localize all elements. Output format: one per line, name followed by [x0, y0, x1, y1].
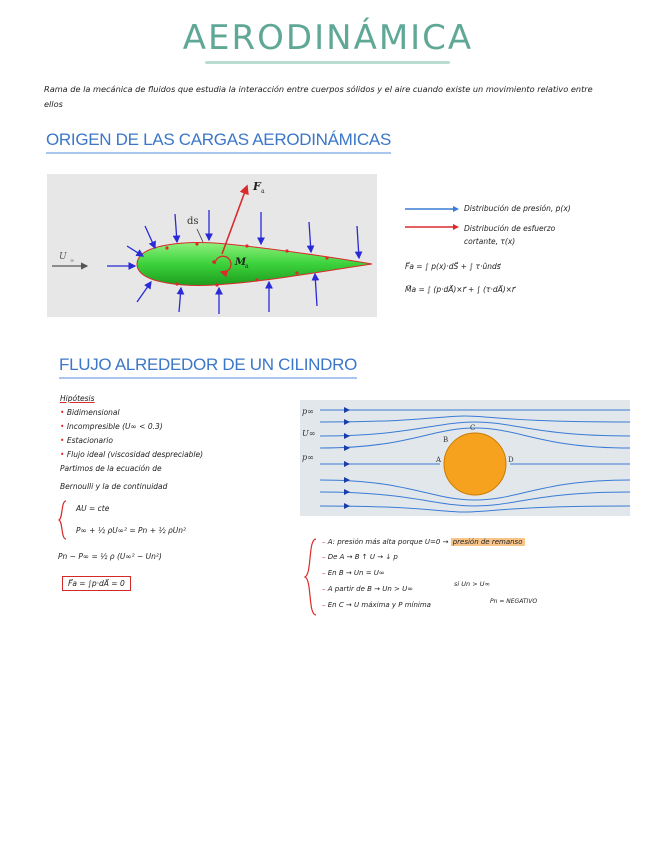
force-sub: a: [261, 188, 265, 195]
conclusion-item: [322, 569, 385, 577]
brace-icon: [58, 500, 68, 540]
dash-icon: –: [322, 569, 326, 577]
label-B: B: [443, 436, 449, 444]
ds-pointer: [197, 229, 203, 242]
highlight-text: presión de remanso: [452, 538, 523, 546]
section-heading-cilindro: [59, 355, 357, 375]
legend-panel: [405, 204, 635, 294]
label-u: U∞: [302, 429, 316, 438]
cylinder-figure: [300, 400, 630, 516]
conclusion-item: [322, 538, 525, 546]
intro-text: Rama de la mecánica de fluidos que estudia la interacción entre cuerpos sólidos y el aire cuando existe un movimiento relativo entre ellos: [44, 84, 593, 109]
conclusion-text: En C → U máxima y P mínima: [327, 601, 431, 609]
hypotheses-title: Hipótesis: [60, 394, 95, 403]
hypothesis-text: Estacionario: [66, 436, 113, 445]
conclusion-item: [322, 553, 398, 561]
conclusion-item: [322, 601, 431, 609]
moment-sub: a: [245, 263, 249, 270]
brace-icon: [304, 538, 318, 616]
dash-icon: –: [322, 538, 326, 546]
bullet-icon: •: [60, 422, 65, 431]
force-label: F: [253, 180, 261, 193]
side-note-2: Pn = NEGATIVO: [490, 598, 538, 605]
heading-underline: [46, 152, 391, 154]
eq-continuity: AU = cte: [76, 504, 110, 513]
label-p-mid: p∞: [302, 453, 314, 462]
conclusion-text: A partir de B → Un > U∞: [327, 585, 414, 593]
hypothesis-text: Flujo ideal (viscosidad despreciable): [66, 450, 204, 459]
title-underline: [205, 61, 450, 64]
side-note: si Un > U∞: [454, 580, 490, 588]
legend-shear: [405, 222, 635, 248]
bullet-icon: •: [60, 436, 65, 445]
airfoil-shape: [137, 243, 372, 286]
eq-boxed-result: F⃗a = ∫p·dA⃗ = 0: [62, 576, 131, 591]
eq-bernoulli: P∞ + ½ ρU∞² = Pn + ½ ρUn²: [76, 526, 187, 535]
conclusion-item: [322, 585, 413, 593]
dash-icon: –: [322, 553, 326, 561]
conclusion-text: A: presión más alta porque U=0: [327, 538, 441, 546]
page-title: AERODINÁMICA: [182, 18, 474, 58]
note-line-1: Partimos de la ecuación de: [60, 464, 162, 473]
streamline-arrows: [344, 407, 350, 509]
bullet-icon: •: [60, 450, 65, 459]
legend-pressure-text: Distribución de presión, p(x): [464, 204, 571, 213]
ds-label: ds: [187, 216, 199, 227]
hypothesis-item: [60, 406, 290, 420]
label-p-top: p∞: [302, 407, 314, 416]
cylinder-diagram: [300, 400, 630, 516]
moment-label: M: [235, 257, 247, 268]
eq-moment: M⃗a = ∫ (p·dA⃗)×r⃗ + ∫ (τ·dA⃗)×r⃗: [405, 285, 516, 294]
freestream-label: U: [59, 252, 67, 262]
airfoil-figure: [47, 174, 377, 317]
note-line-2: Bernoulli y la de continuidad: [60, 482, 168, 491]
legend-pressure-line: [405, 204, 460, 214]
dash-icon: –: [322, 601, 326, 609]
eq-pressure-diff: Pn − P∞ = ½ ρ (U∞² − Un²): [58, 552, 162, 561]
label-D: D: [508, 456, 514, 464]
label-A: A: [436, 456, 442, 464]
legend-shear-line: [405, 222, 460, 232]
cylinder-shape: [444, 433, 506, 495]
force-vector: [222, 186, 247, 254]
hypothesis-item: [60, 448, 290, 462]
label-C: C: [470, 424, 476, 432]
hypothesis-text: Bidimensional: [66, 408, 120, 417]
moment-center: [212, 260, 216, 264]
legend-shear-text: Distribución de esfuerzo cortante, τ(x): [464, 224, 556, 246]
freestream-sub: ∞: [70, 258, 75, 264]
section-heading-cilindro-text: FLUJO ALREDEDOR DE UN CILINDRO: [59, 355, 357, 374]
hypotheses-block: [60, 392, 290, 494]
legend-pressure: [405, 204, 635, 214]
conclusion-text: En B → Un = U∞: [327, 569, 385, 577]
hypothesis-item: [60, 434, 290, 448]
airfoil-diagram: [47, 174, 377, 317]
conclusion-text: De A → B ↑ U → ↓ p: [327, 553, 398, 561]
hypothesis-text: Incompresible (U∞ < 0.3): [66, 422, 163, 431]
heading-underline: [59, 377, 357, 379]
bullet-icon: •: [60, 408, 65, 417]
eq-force: F⃗a = ∫ p(x)·dS⃗ + ∫ τ·ûnds⃗: [405, 262, 501, 271]
section-heading-cargas: [46, 130, 391, 150]
section-heading-cargas-text: ORIGEN DE LAS CARGAS AERODINÁMICAS: [46, 130, 391, 149]
arrow-icon: →: [442, 538, 449, 546]
hypothesis-item: [60, 420, 290, 434]
dash-icon: –: [322, 585, 326, 593]
